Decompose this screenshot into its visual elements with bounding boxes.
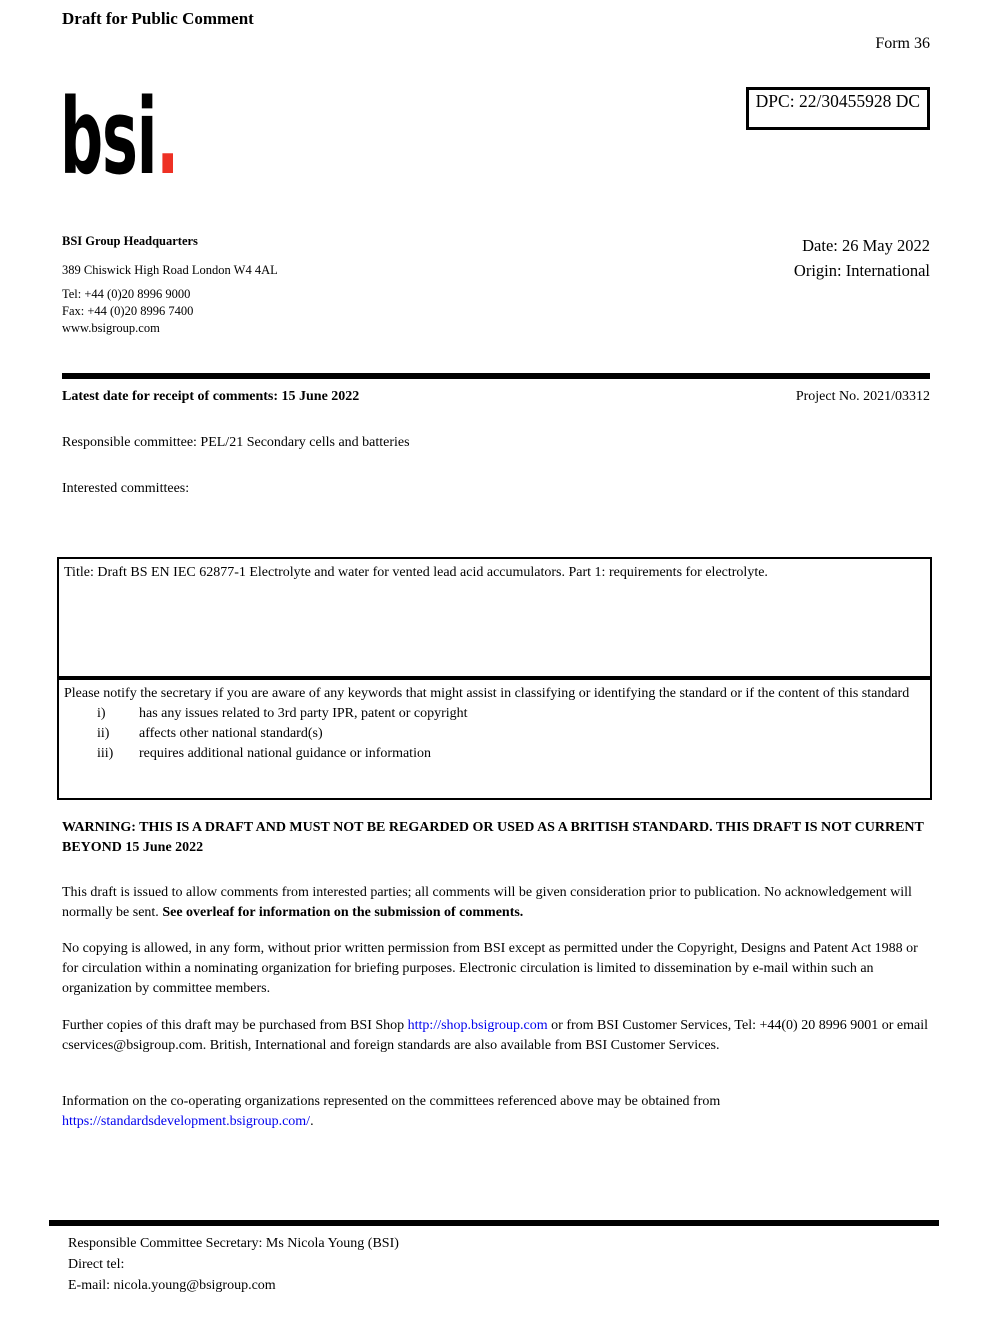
standards-development-link[interactable]: https://standardsdevelopment.bsigroup.com/	[62, 1114, 311, 1129]
address-block	[62, 233, 278, 337]
item-text: affects other national standard(s)	[139, 726, 323, 741]
further-copies-post-text: or from BSI Customer Services, Tel: +44(0) 20 8996 9001 or email cservices@bsigroup.com. British, International and foreign standards are also available from BSI Customer Services.	[62, 1018, 928, 1053]
secretary-line: Responsible Committee Secretary: Ms Nicola Young (BSI)	[68, 1236, 399, 1251]
headquarters-name: BSI Group Headquarters	[62, 234, 198, 248]
title-text: Title: Draft BS EN IEC 62877-1 Electrolyte and water for vented lead acid accumulators. Part 1: requirements for electrolyte.	[64, 565, 768, 580]
tel-line: Tel: +44 (0)20 8996 9000	[62, 287, 191, 301]
bottom-divider	[49, 1220, 939, 1226]
origin-line: Origin: International	[793, 261, 930, 280]
bsi-shop-link[interactable]: http://shop.bsigroup.com	[407, 1018, 548, 1033]
latest-date-label: Latest date for receipt of comments: 15 June 2022	[62, 389, 360, 404]
fax-line: Fax: +44 (0)20 8996 7400	[62, 304, 194, 318]
draft-issued-text: This draft is issued to allow comments from interested parties; all comments will be given consideration prior to publication. No acknowledgement will normally be sent.	[62, 885, 912, 920]
top-divider	[62, 373, 930, 379]
item-marker: ii)	[97, 726, 110, 741]
project-number: Project No. 2021/03312	[795, 389, 930, 404]
item-marker: iii)	[97, 746, 114, 761]
website-line: www.bsigroup.com	[62, 321, 160, 335]
responsible-committee-line: Responsible committee: PEL/21 Secondary cells and batteries	[62, 435, 410, 450]
draft-issued-paragraph	[62, 883, 930, 923]
email-line: E-mail: nicola.young@bsigroup.com	[68, 1278, 276, 1293]
item-text: requires additional national guidance or information	[139, 746, 431, 761]
keyword-item	[97, 724, 925, 744]
secretary-block	[68, 1233, 399, 1296]
interested-committees-line: Interested committees:	[62, 481, 190, 496]
direct-tel-line: Direct tel:	[68, 1257, 125, 1272]
bsi-logo	[60, 76, 179, 198]
info-pre-text: Information on the co-operating organizations represented on the committees referenced above may be obtained from	[62, 1094, 721, 1109]
title-box	[57, 557, 932, 678]
keyword-item	[97, 704, 925, 724]
cooperating-organizations-paragraph	[62, 1092, 930, 1132]
form-number: Form 36	[875, 35, 930, 52]
draft-for-public-comment-heading: Draft for Public Comment	[62, 9, 254, 28]
keywords-intro: Please notify the secretary if you are aware of any keywords that might assist in classifying or identifying the standard or if the content of this standard	[64, 686, 910, 701]
see-overleaf-text: See overleaf for information on the submission of comments.	[162, 905, 524, 920]
item-text: has any issues related to 3rd party IPR, patent or copyright	[139, 706, 468, 721]
address-street: 389 Chiswick High Road London W4 4AL	[62, 263, 278, 277]
keyword-item	[97, 744, 925, 764]
comments-deadline-row	[62, 389, 930, 405]
date-line: Date: 26 May 2022	[802, 236, 930, 255]
further-copies-pre-text: Further copies of this draft may be purchased from BSI Shop	[62, 1018, 408, 1033]
bsi-logo-text: bsi	[60, 76, 157, 198]
no-copying-paragraph: No copying is allowed, in any form, without prior written permission from BSI except as permitted under the Copyright, Designs and Patent Act 1988 or for circulation within a nominating organization for briefing purposes. Electronic circulation is limited to dissemination by e-mail within such an organization by committee members.	[62, 941, 918, 996]
bsi-logo-dot: .	[156, 76, 179, 198]
dpc-number: DPC: 22/30455928 DC	[755, 91, 920, 111]
dpc-number-box	[746, 87, 930, 130]
further-copies-paragraph	[62, 1016, 930, 1056]
warning-text: WARNING: THIS IS A DRAFT AND MUST NOT BE REGARDED OR USED AS A BRITISH STANDARD. THIS DRAFT IS NOT CURRENT BEYOND 15 June 2022	[62, 820, 924, 855]
item-marker: i)	[97, 706, 106, 721]
info-post-text: .	[310, 1114, 314, 1129]
keywords-box	[57, 678, 932, 800]
date-origin-block	[794, 233, 930, 283]
